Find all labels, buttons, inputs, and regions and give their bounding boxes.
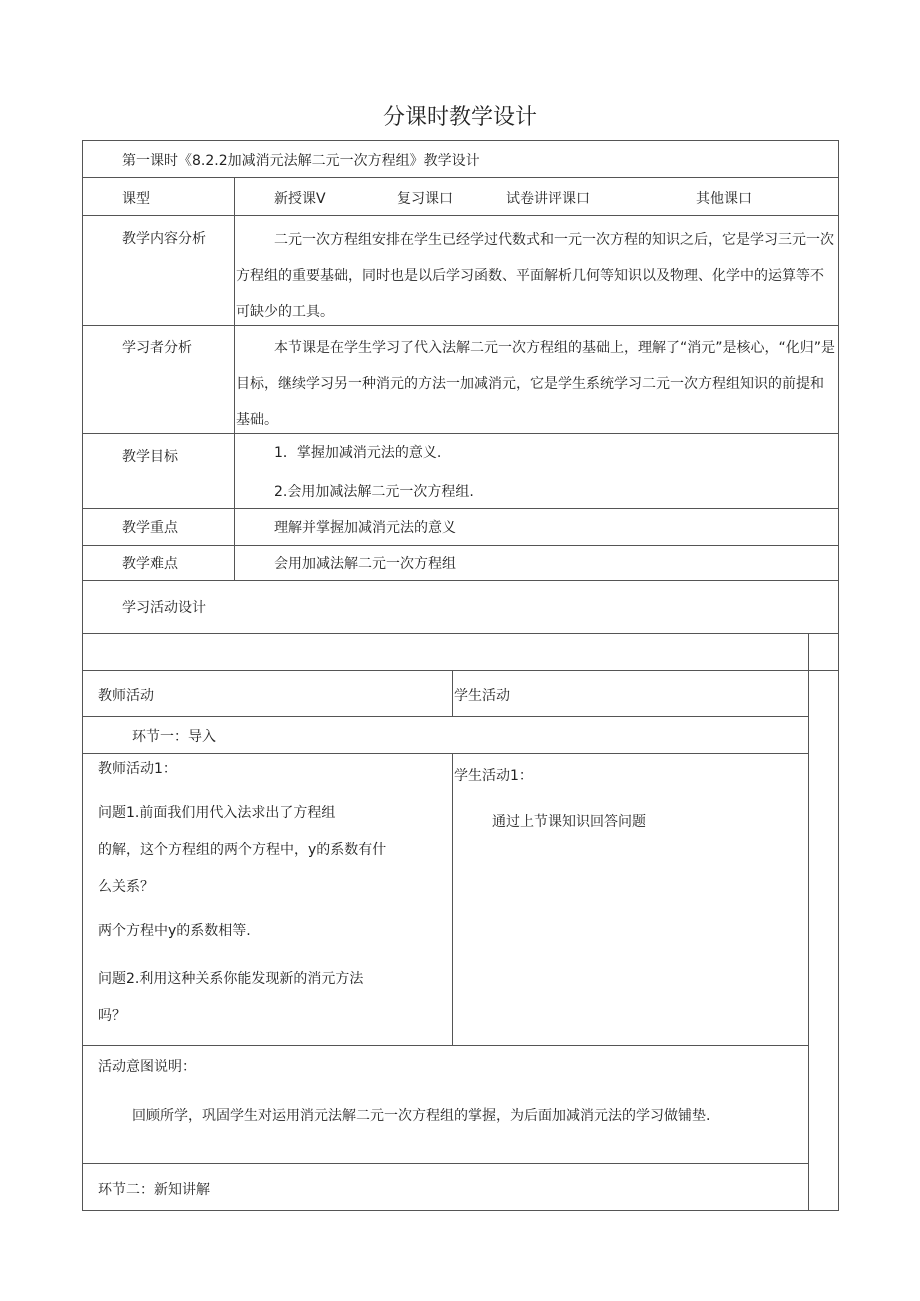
teacher-line: 问题1.前面我们用代入法求出了方程组 [98,805,336,821]
teacher-header: 教师活动 [98,688,154,704]
type-option: 试卷讲评课口 [506,191,590,207]
content-analysis-text: 二元一次方程组安排在学生已经学过代数式和一元一次方程的知识之后，它是学习三元一次方程组的重要基础，同时也是以后学习函数、平面解析几何等知识以及物理、化学中的运算等不可缺少的工具。 [236,232,834,320]
teacher-line: 么关系？ [98,879,154,895]
type-option: 其他课口 [696,191,752,207]
teacher-line: 的解，这个方程组的两个方程中，y的系数有什 [98,842,387,858]
type-option: 新授课V [274,191,326,207]
teacher-line: 两个方程中y的系数相等. [98,923,251,939]
learner-analysis-label: 学习者分析 [122,340,192,356]
type-option: 复习课口 [397,191,453,207]
intent-text: 回顾所学，巩固学生对运用消元法解二元一次方程组的掌握，为后面加减消元法的学习做铺垫. [132,1108,711,1124]
intent-label: 活动意图说明： [98,1059,196,1075]
type-label: 课型 [122,191,150,207]
activity-design-heading: 学习活动设计 [122,600,206,616]
goals-label: 教学目标 [122,449,178,465]
student-activity-text: 通过上节课知识回答问题 [492,814,646,830]
difficulty-label: 教学难点 [122,556,178,572]
teacher-activity-label: 教师活动1： [98,761,177,777]
teacher-line: 问题2.利用这种关系你能发现新的消元方法 [98,971,364,987]
stage2-heading: 环节二：新知讲解 [98,1182,210,1198]
learner-analysis-text: 本节课是在学生学习了代入法解二元一次方程组的基础上，理解了“消元”是核心，“化归”是目标，继续学习另一种消元的方法一加减消元，它是学生系统学习二元一次方程组知识的前提和基础。 [236,340,836,428]
goal-item: 2.会用加减法解二元一次方程组. [274,484,474,500]
student-activity-label: 学生活动1： [454,768,533,784]
stage1-heading: 环节一：导入 [132,729,216,745]
goal-item: 1．掌握加减消元法的意义. [274,445,442,461]
page-title: 分课时教学设计 [382,105,537,130]
content-analysis-label: 教学内容分析 [122,231,206,247]
lesson-title: 第一课时《8.2.2加减消元法解二元一次方程组》教学设计 [122,153,480,169]
student-header: 学生活动 [454,688,510,704]
teacher-line: 吗？ [98,1008,126,1024]
difficulty-text: 会用加减法解二元一次方程组 [274,556,456,572]
key-point-text: 理解并掌握加减消元法的意义 [274,520,456,536]
key-point-label: 教学重点 [122,520,178,536]
